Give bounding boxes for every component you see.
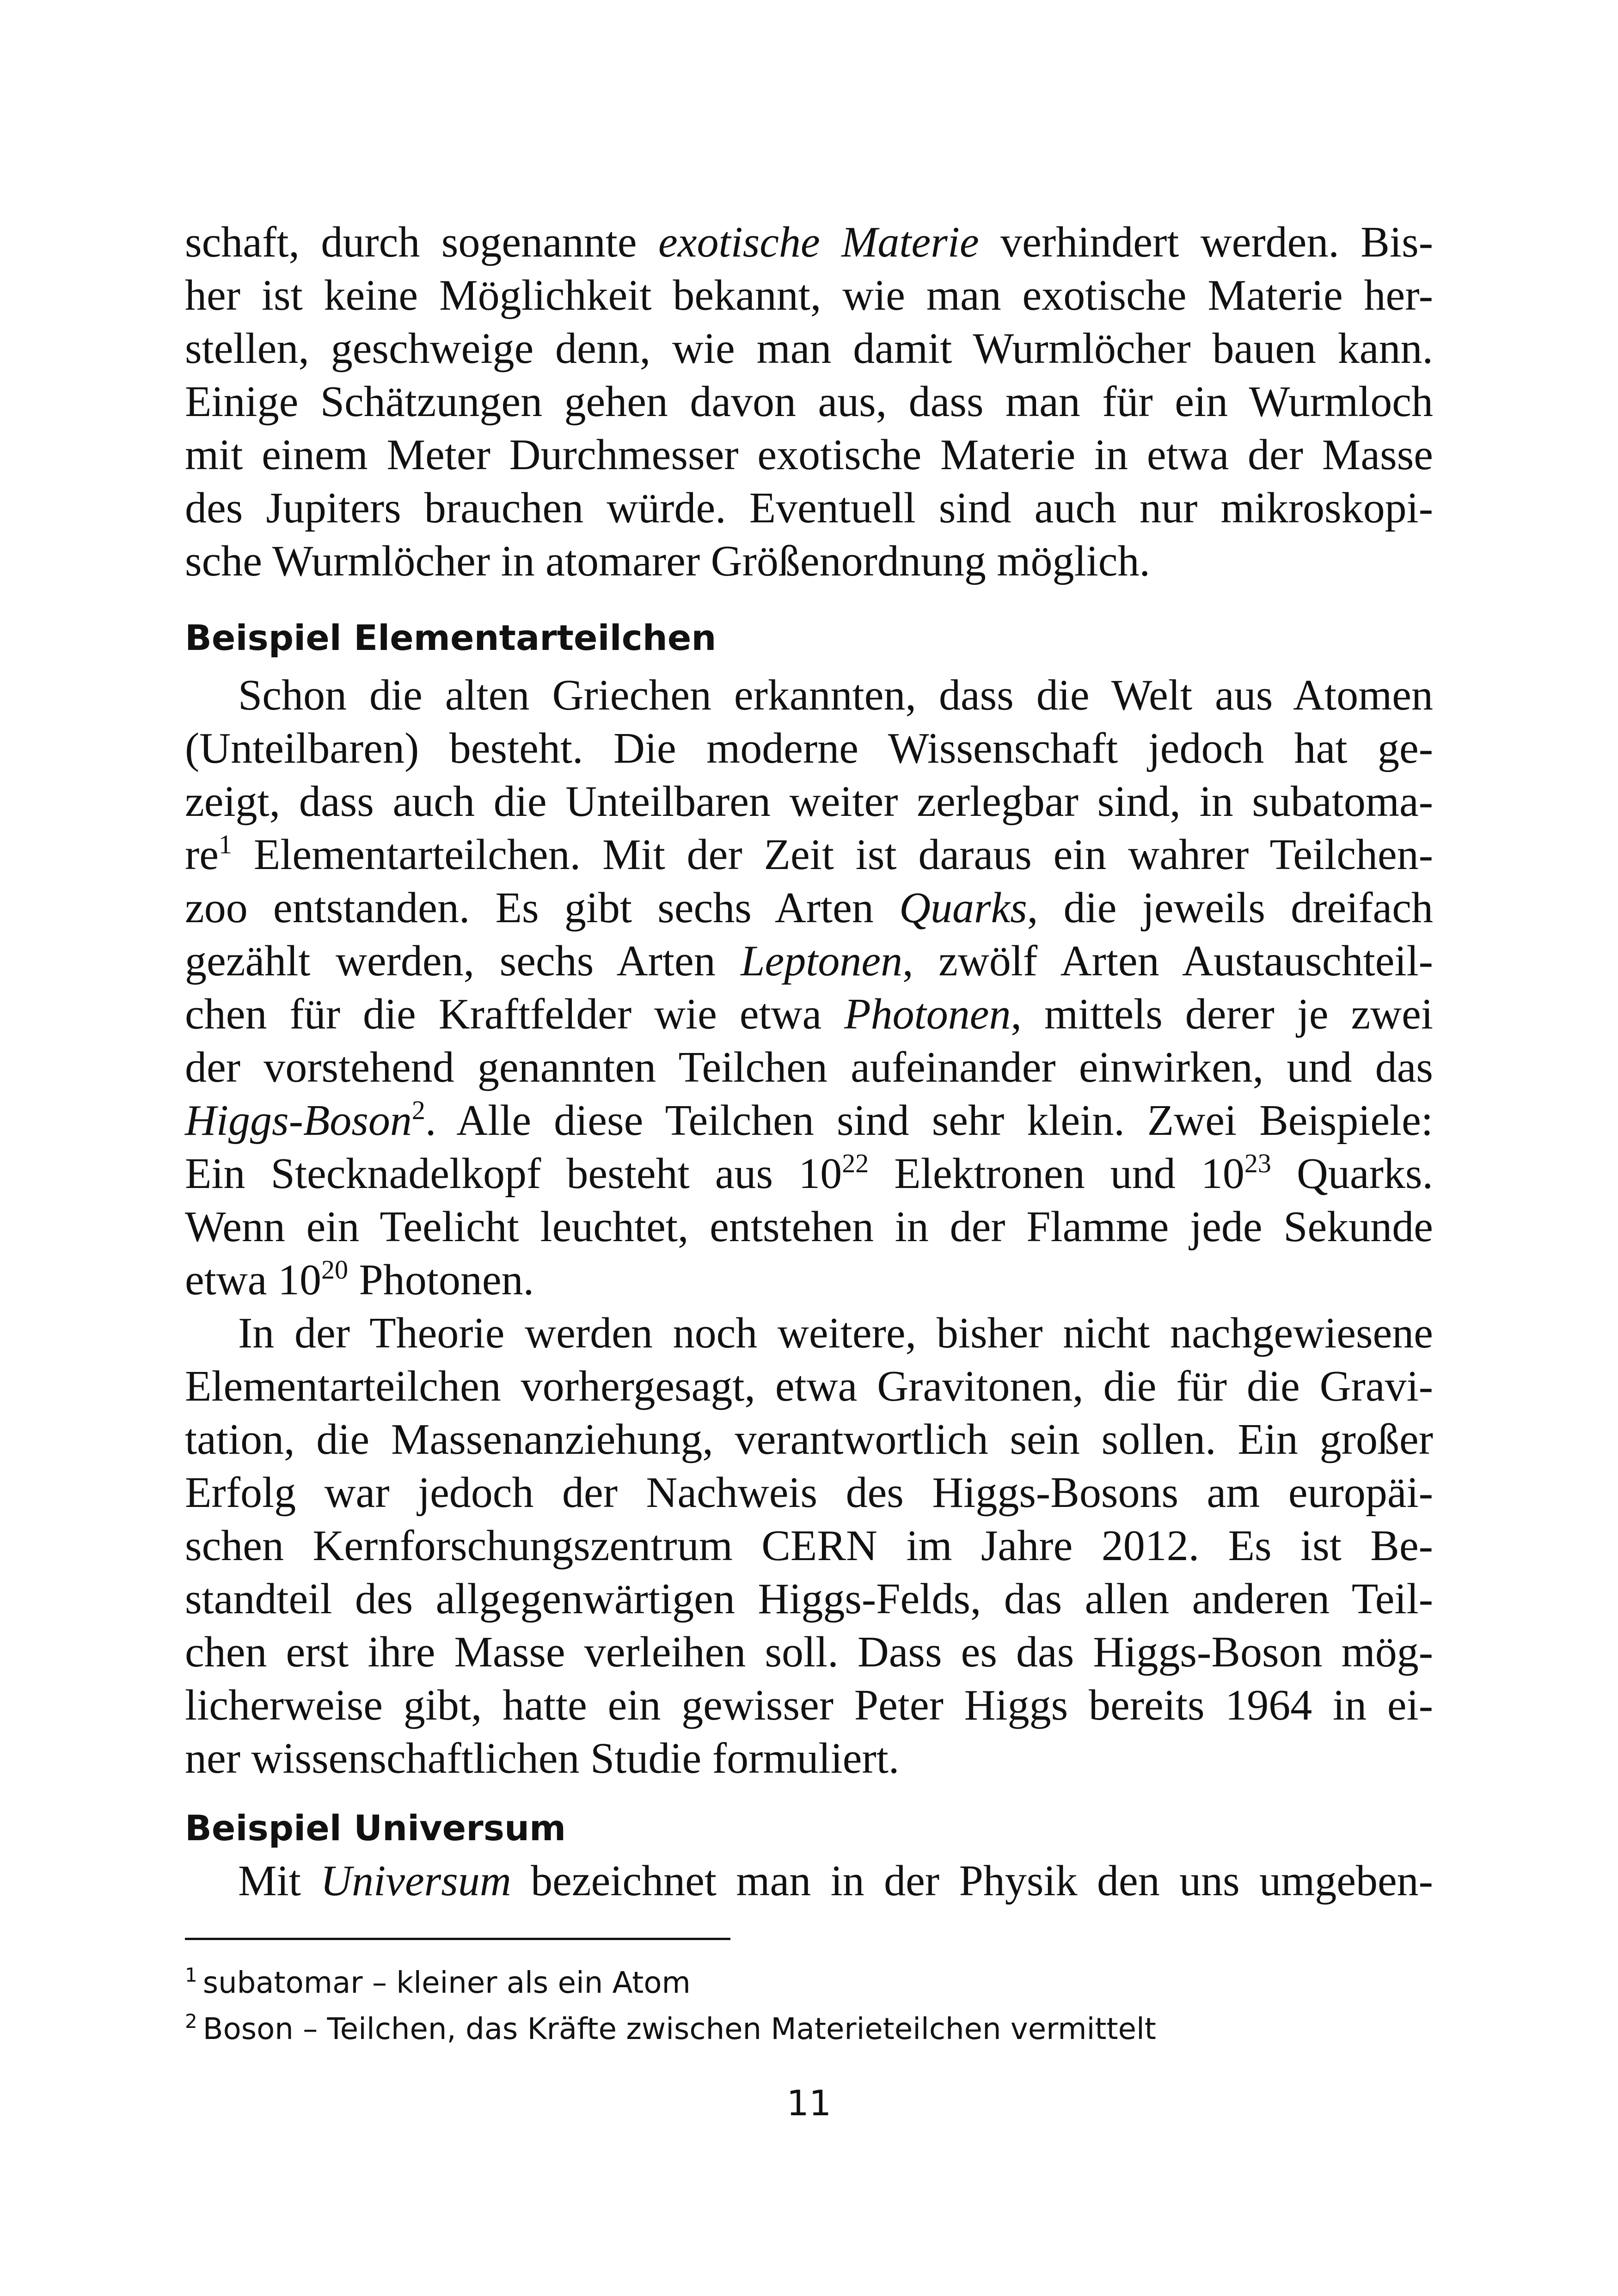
footnote-mark: 2: [185, 2010, 197, 2033]
text-line: des Jupiters brauchen würde. Eventuell sind auch nur mikroskopi-: [185, 484, 1433, 532]
exponent: 23: [1244, 1148, 1271, 1178]
text-run: Elektronen und 10: [869, 1150, 1244, 1198]
italic-term: Photonen: [844, 990, 1011, 1038]
text-run: Photonen.: [348, 1256, 534, 1304]
text-line: [185, 1095, 1433, 1146]
text-line: (Unteilbaren) besteht. Die moderne Wissenschaft jedoch hat ge-: [185, 724, 1433, 772]
footnote-separator: [185, 1938, 730, 1940]
text-run: zoo entstanden. Es gibt sechs Arten: [185, 884, 900, 932]
text-line: [238, 1855, 1433, 1907]
italic-term: Universum: [320, 1857, 511, 1905]
text-line: stellen, geschweige denn, wie man damit Wurmlöcher bauen kann.: [185, 325, 1433, 373]
text-line: [185, 935, 1433, 987]
exponent: 20: [321, 1255, 348, 1285]
text-run: Elementarteilchen. Mit der Zeit ist daraus ein wahrer Teilchen-: [232, 831, 1433, 879]
section-heading: Beispiel Elementarteilchen: [185, 617, 717, 658]
text-line: zeigt, dass auch die Unteilbaren weiter zerlegbar sind, in subatoma-: [185, 778, 1433, 826]
text-run: gezählt werden, sechs Arten: [185, 937, 741, 985]
footnote: [185, 1962, 691, 2007]
text-run: re: [185, 831, 219, 879]
text-line: standteil des allgegenwärtigen Higgs-Felds, das allen anderen Teil-: [185, 1575, 1433, 1623]
footnote-ref: 2: [411, 1095, 425, 1125]
text-line: [185, 882, 1433, 934]
text-line: her ist keine Möglichkeit bekannt, wie man exotische Materie her-: [185, 271, 1433, 319]
text-run: chen für die Kraftfelder wie etwa: [185, 990, 845, 1038]
text-line: tation, die Massenanziehung, verantwortlich sein sollen. Ein großer: [185, 1415, 1433, 1463]
page-number: 11: [786, 2082, 832, 2124]
exponent: 22: [842, 1148, 869, 1178]
text-line: Erfolg war jedoch der Nachweis des Higgs-Bosons am europäi-: [185, 1469, 1433, 1517]
text-run: verhindert werden. Bis-: [979, 218, 1434, 266]
text-line: Schon die alten Griechen erkannten, dass die Welt aus Atomen: [238, 671, 1433, 719]
text-line: der vorstehend genannten Teilchen aufeinander einwirken, und das: [185, 1043, 1433, 1091]
footnote-ref: 1: [219, 829, 233, 859]
text-line: [185, 216, 1433, 268]
text-line: In der Theorie werden noch weitere, bisher nicht nachgewiesene: [238, 1309, 1433, 1357]
text-line: [185, 1148, 1433, 1200]
text-line: ner wissenschaftlichen Studie formuliert.: [185, 1734, 900, 1782]
text-run: Quarks.: [1271, 1150, 1433, 1198]
text-line: [185, 1254, 1433, 1306]
text-line: sche Wurmlöcher in atomarer Größenordnung möglich.: [185, 537, 1150, 585]
text-line: schen Kernforschungszentrum CERN im Jahre 2012. Es ist Be-: [185, 1522, 1433, 1570]
italic-term: Quarks: [899, 884, 1027, 932]
text-run: schaft, durch sogenannte: [185, 218, 659, 266]
italic-term: Higgs-Boson: [185, 1096, 412, 1145]
text-run: , die jeweils dreifach: [1027, 884, 1433, 932]
text-run: Mit: [238, 1857, 321, 1905]
text-run: etwa 10: [185, 1256, 321, 1304]
text-line: chen erst ihre Masse verleihen soll. Dass es das Higgs-Boson mög-: [185, 1628, 1433, 1676]
section-heading: Beispiel Universum: [185, 1807, 566, 1849]
text-run: . Alle diese Teilchen sind sehr klein. Zwei Beispiele:: [425, 1096, 1433, 1145]
text-line: Wenn ein Teelicht leuchtet, entstehen in der Flamme jede Sekunde: [185, 1203, 1433, 1251]
text-run: , mittels derer je zwei: [1011, 990, 1434, 1038]
footnote: [185, 2008, 1156, 2053]
text-run: Ein Stecknadelkopf besteht aus 10: [185, 1150, 842, 1198]
text-line: licherweise gibt, hatte ein gewisser Peter Higgs bereits 1964 in ei-: [185, 1681, 1433, 1729]
footnote-text: subatomar – kleiner als ein Atom: [202, 1966, 691, 2000]
text-run: bezeichnet man in der Physik den uns umgeben-: [511, 1857, 1433, 1905]
footnote-mark: 1: [185, 1964, 197, 1986]
text-line: mit einem Meter Durchmesser exotische Materie in etwa der Masse: [185, 431, 1433, 479]
text-run: , zwölf Arten Austauschteil-: [902, 937, 1433, 985]
italic-term: Leptonen: [741, 937, 903, 985]
text-line: Einige Schätzungen gehen davon aus, dass man für ein Wurmloch: [185, 378, 1433, 426]
italic-term: exotische Materie: [658, 218, 979, 266]
text-line: [185, 988, 1433, 1040]
text-line: [185, 829, 1433, 881]
footnote-text: Boson – Teilchen, das Kräfte zwischen Materieteilchen vermittelt: [202, 2012, 1156, 2046]
text-line: Elementarteilchen vorhergesagt, etwa Gravitonen, die für die Gravi-: [185, 1362, 1433, 1410]
